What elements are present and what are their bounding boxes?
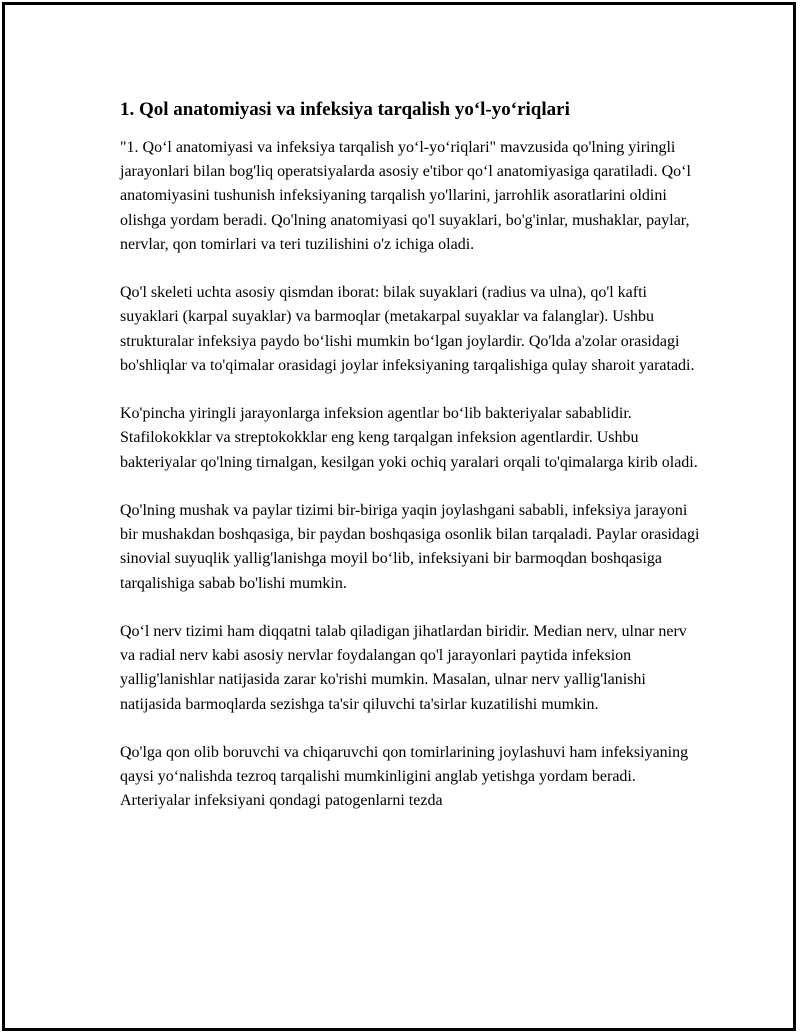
paragraph-blood-vessels: Qo'lga qon olib boruvchi va chiqaruvchi qon tomirlarining joylashuvi ham infeksiyaning qaysi yoʻnalishda tezroq tarqalishi mumkinligini anglab yetishga yordam beradi. Arteriyalar infeksiyani qondagi patogenlarni tezda — [120, 744, 689, 810]
paragraph-muscles-tendons: Qo'lning mushak va paylar tizimi bir-biriga yaqin joylashgani sababli, infeksiya jarayoni bir mushakdan boshqasiga, bir paydan boshqasiga osonlik bilan tarqaladi. Paylar orasidagi sinovial suyuqlik yallig'lanishga moyil boʻlib, infeksiyani bir barmoqdan boshqasiga tarqalishiga sabab bo'lishi mumkin. — [120, 502, 700, 592]
paragraph-bacteria: Ko'pincha yiringli jarayonlarga infeksion agentlar boʻlib bakteriyalar sabablidir. Stafilokokklar va streptokokklar eng keng tarqalgan infeksion agentlardir. Ushbu bakteriyalar qo'lning tirnalgan, kesilgan yoki ochiq yaralari orqali to'qimalarga kirib oladi. — [120, 405, 698, 471]
paragraph-nerves: Qoʻl nerv tizimi ham diqqatni talab qiladigan jihatlardan biridir. Median nerv, ulnar nerv va radial nerv kabi asosiy nervlar foydalangan qo'l jarayonlari paytida infeksion yallig'lanishlar natijasida zarar ko'rishi mumkin. Masalan, ulnar nerv yallig'lanishi natijasida barmoqlarda sezishga ta'sir qiluvchi ta'sirlar kuzatilishi mumkin. — [120, 623, 687, 713]
paragraph-skeleton: Qo'l skeleti uchta asosiy qismdan iborat: bilak suyaklari (radius va ulna), qo'l kafti suyaklari (karpal suyaklar) va barmoqlar (metakarpal suyaklar va falanglar). Ushbu strukturalar infeksiya paydo boʻlishi mumkin boʻlgan joylardir. Qo'lda a'zolar orasidagi bo'shliqlar va to'qimalar orasidagi joylar infeksiyaning tarqalishiga qulay sharoit yaratadi. — [120, 284, 695, 374]
paragraph-intro: "1. Qoʻl anatomiyasi va infeksiya tarqalish yoʻl-yoʻriqlari" mavzusida qo'lning yiringli jarayonlari bilan bog'liq operatsiyalarda asosiy e'tibor qoʻl anatomiyasiga qaratiladi. Qoʻl anatomiyasini tushunish infeksiyaning tarqalish yo'llarini, jarrohlik asoratlarini oldini olishga yordam beradi. Qo'lning anatomiyasi qo'l suyaklari, bo'g'inlar, mushaklar, paylar, nervlar, qon tomirlari va teri tuzilishini o'z ichiga oladi. — [120, 139, 691, 253]
document-title: 1. Qol anatomiyasi va infeksiya tarqalish yoʻl-yoʻriqlari — [120, 99, 570, 120]
document-body — [120, 97, 700, 814]
page-frame — [2, 2, 796, 1031]
